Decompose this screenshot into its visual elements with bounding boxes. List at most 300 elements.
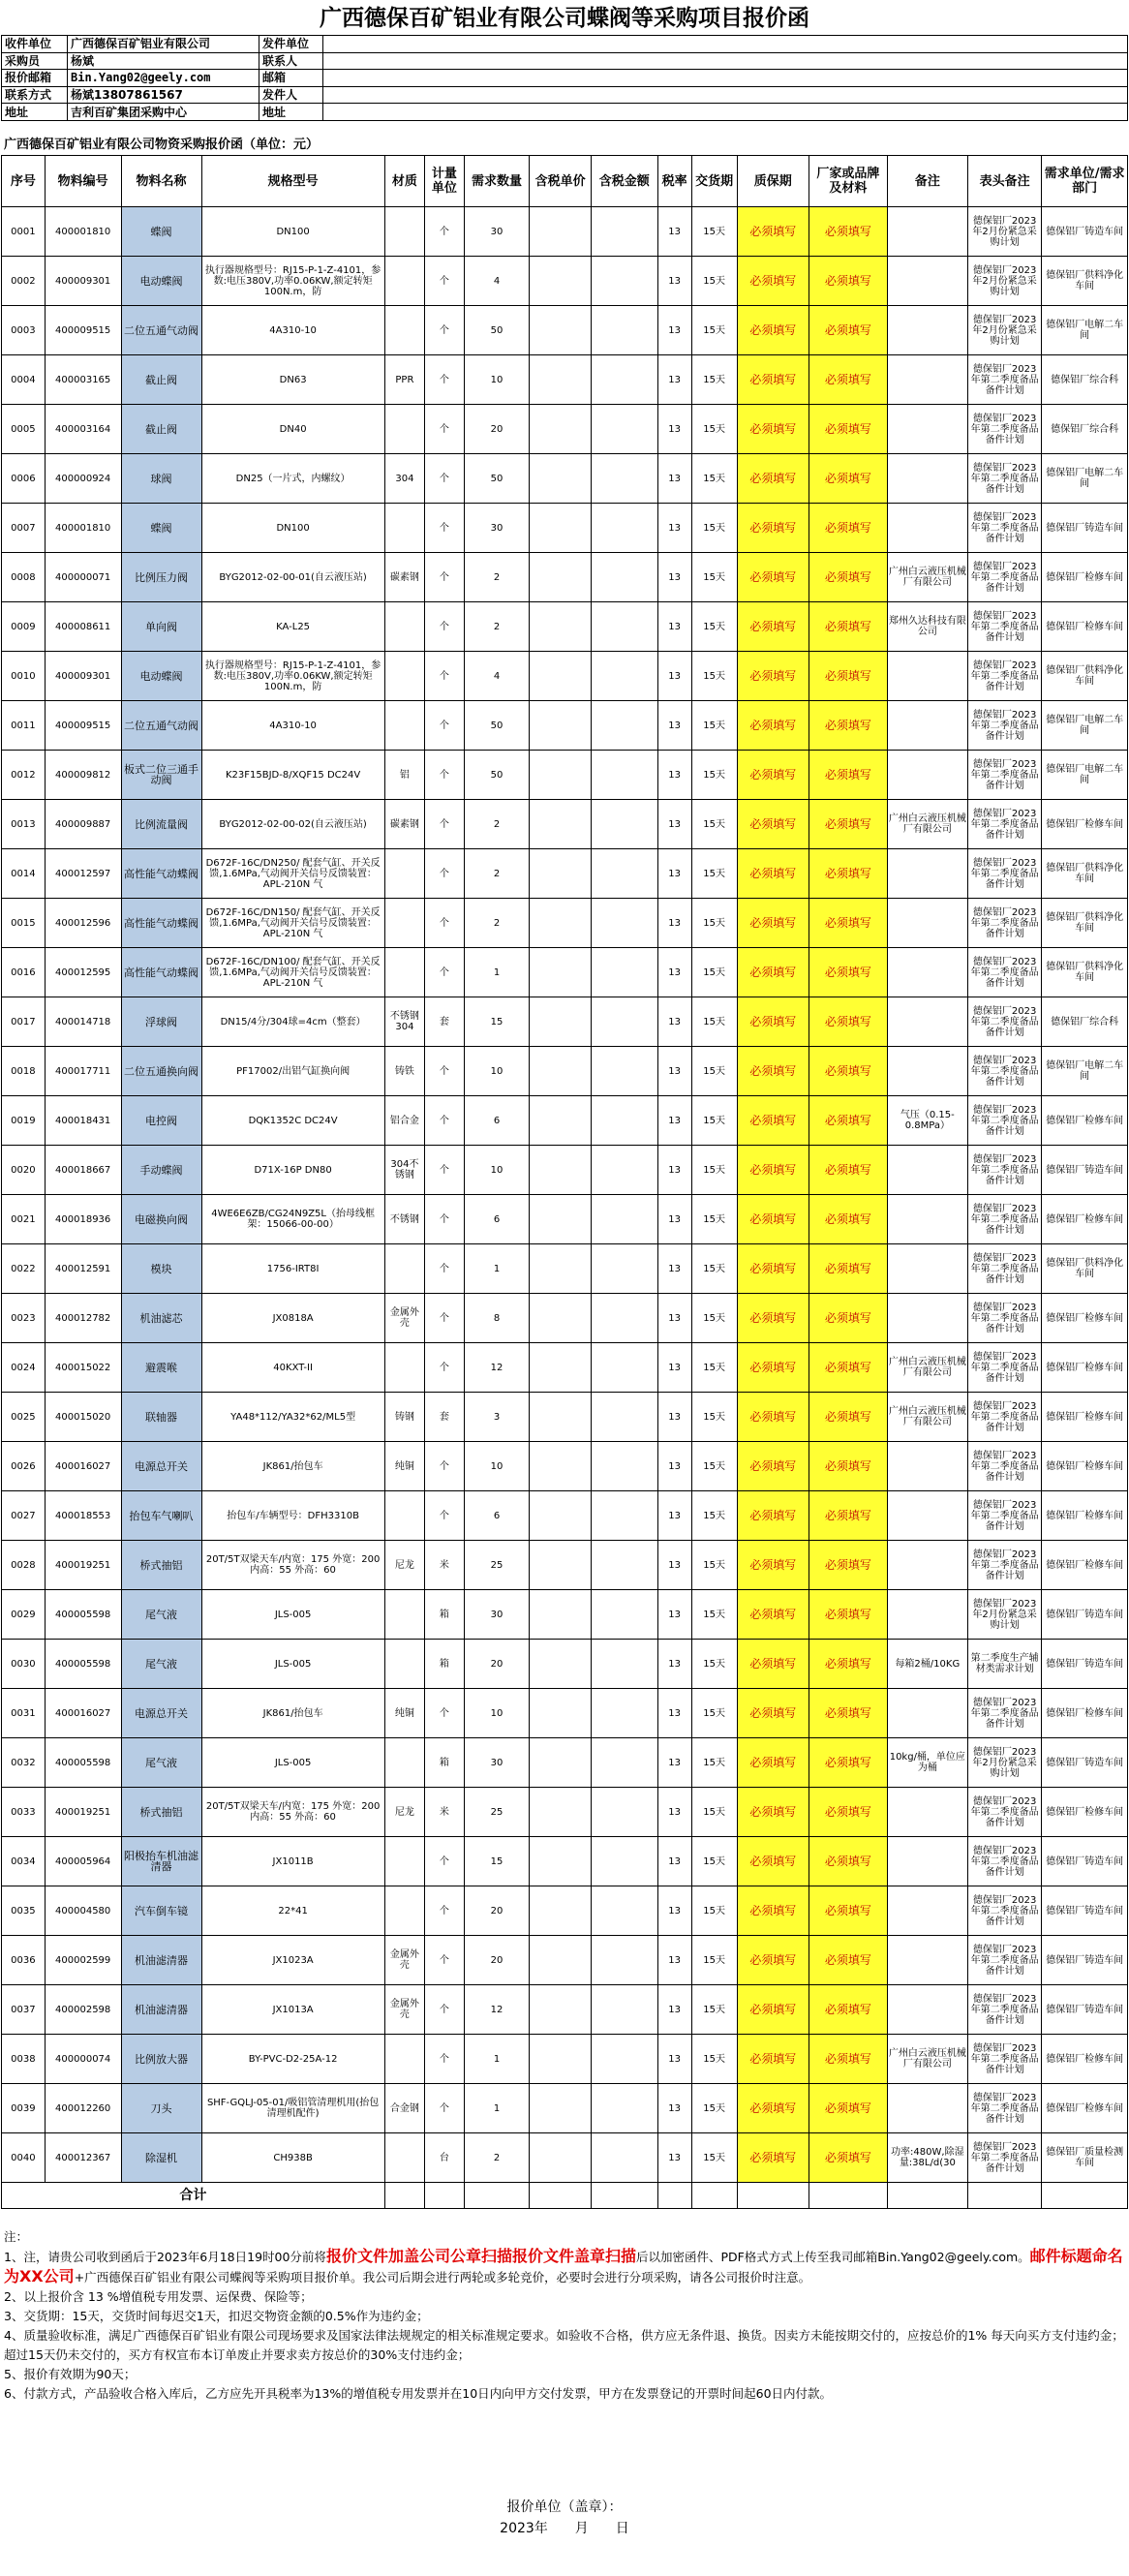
unit: 个 [425, 1689, 464, 1738]
header-remark: 德保铝厂2023年第二季度备品备件计划 [967, 899, 1042, 948]
brand-input[interactable]: 必须填写 [809, 553, 887, 602]
unit-price-input[interactable] [530, 207, 591, 257]
brand-input[interactable]: 必须填写 [809, 1541, 887, 1590]
warranty-input[interactable]: 必须填写 [737, 602, 809, 652]
unit-price-input[interactable] [530, 1541, 591, 1590]
brand-input[interactable]: 必须填写 [809, 1738, 887, 1788]
column-header: 表头备注 [967, 156, 1042, 207]
warranty-input[interactable]: 必须填写 [737, 948, 809, 997]
unit: 个 [425, 899, 464, 948]
tax-rate: 13 [657, 652, 691, 701]
header-remark: 德保铝厂2023年2月份紧急采购计划 [967, 1738, 1042, 1788]
tax-rate: 13 [657, 1096, 691, 1146]
unit: 个 [425, 701, 464, 751]
material-name: 电源总开关 [121, 1689, 201, 1738]
amount-input[interactable] [591, 1343, 657, 1393]
brand-input[interactable]: 必须填写 [809, 849, 887, 899]
material-name: 高性能气动蝶阀 [121, 948, 201, 997]
quantity: 50 [464, 751, 530, 800]
lead-time: 15天 [691, 1442, 737, 1491]
lead-time: 15天 [691, 1837, 737, 1886]
amount-input[interactable] [591, 948, 657, 997]
brand-input[interactable]: 必须填写 [809, 1886, 887, 1936]
material [384, 948, 425, 997]
amount-input[interactable] [591, 1738, 657, 1788]
spec-model: 执行器规格型号：RJ15-P-1-Z-4101，参数:电压380V,功率0.06KW,额定转矩100N.m，防 [201, 652, 384, 701]
department: 德保铝厂供料净化车间 [1042, 899, 1128, 948]
lead-time: 15天 [691, 1936, 737, 1985]
header-value: 杨斌13807861567 [68, 86, 259, 104]
lead-time: 15天 [691, 948, 737, 997]
unit-price-input[interactable] [530, 849, 591, 899]
header-label: 联系人 [259, 52, 323, 70]
department: 德保铝厂检修车间 [1042, 553, 1128, 602]
quantity: 15 [464, 1837, 530, 1886]
warranty-input[interactable]: 必须填写 [737, 1047, 809, 1096]
remark [887, 405, 967, 454]
unit: 个 [425, 1837, 464, 1886]
amount-input[interactable] [591, 1788, 657, 1837]
warranty-input[interactable]: 必须填写 [737, 1788, 809, 1837]
tax-rate: 13 [657, 1788, 691, 1837]
lead-time: 15天 [691, 1195, 737, 1244]
unit-price-input[interactable] [530, 701, 591, 751]
unit-price-input[interactable] [530, 948, 591, 997]
brand-input[interactable]: 必须填写 [809, 1837, 887, 1886]
header-remark: 德保铝厂2023年第二季度备品备件计划 [967, 2084, 1042, 2133]
amount-input[interactable] [591, 1047, 657, 1096]
spec-model: 执行器规格型号：RJ15-P-1-Z-4101，参数:电压380V,功率0.06KW,额定转矩100N.m，防 [201, 257, 384, 306]
tax-rate: 13 [657, 849, 691, 899]
brand-input[interactable]: 必须填写 [809, 1294, 887, 1343]
brand-input[interactable]: 必须填写 [809, 1640, 887, 1689]
unit-price-input[interactable] [530, 1442, 591, 1491]
spec-model: 20T/5T双梁天车/内宽：175 外宽：200 内高：55 外高：60 [201, 1541, 384, 1590]
header-remark: 德保铝厂2023年2月份紧急采购计划 [967, 207, 1042, 257]
table-row [2, 207, 1128, 257]
unit-price-input[interactable] [530, 1294, 591, 1343]
row-number: 0002 [2, 257, 46, 306]
amount-input[interactable] [591, 2133, 657, 2183]
material-name: 高性能气动蝶阀 [121, 899, 201, 948]
warranty-input[interactable]: 必须填写 [737, 1343, 809, 1393]
department: 德保铝厂检修车间 [1042, 1442, 1128, 1491]
amount-input[interactable] [591, 1491, 657, 1541]
unit: 个 [425, 1047, 464, 1096]
warranty-input[interactable]: 必须填写 [737, 355, 809, 405]
unit-price-input[interactable] [530, 2084, 591, 2133]
material-name: 高性能气动蝶阀 [121, 849, 201, 899]
unit-price-input[interactable] [530, 751, 591, 800]
amount-input[interactable] [591, 997, 657, 1047]
unit-price-input[interactable] [530, 355, 591, 405]
spec-model: 22*41 [201, 1886, 384, 1936]
total-amount-input[interactable] [591, 2183, 657, 2209]
spec-model: DN100 [201, 504, 384, 553]
brand-input[interactable]: 必须填写 [809, 1195, 887, 1244]
unit-price-input[interactable] [530, 1195, 591, 1244]
tax-rate: 13 [657, 454, 691, 504]
material: 铝 [384, 751, 425, 800]
remark [887, 751, 967, 800]
department: 德保铝厂铸造车间 [1042, 1590, 1128, 1640]
material-code: 400019251 [45, 1541, 121, 1590]
warranty-input[interactable]: 必须填写 [737, 1590, 809, 1640]
amount-input[interactable] [591, 405, 657, 454]
brand-input[interactable]: 必须填写 [809, 1590, 887, 1640]
amount-input[interactable] [591, 899, 657, 948]
header-remark: 德保铝厂2023年第二季度备品备件计划 [967, 1244, 1042, 1294]
material-code: 400000071 [45, 553, 121, 602]
warranty-input[interactable]: 必须填写 [737, 899, 809, 948]
amount-input[interactable] [591, 1146, 657, 1195]
header-remark: 德保铝厂2023年第二季度备品备件计划 [967, 1985, 1042, 2035]
warranty-input[interactable]: 必须填写 [737, 751, 809, 800]
amount-input[interactable] [591, 306, 657, 355]
material [384, 1640, 425, 1689]
warranty-input[interactable]: 必须填写 [737, 1689, 809, 1738]
unit-price-input[interactable] [530, 800, 591, 849]
warranty-input[interactable]: 必须填写 [737, 1738, 809, 1788]
amount-input[interactable] [591, 800, 657, 849]
brand-input[interactable]: 必须填写 [809, 257, 887, 306]
warranty-input[interactable]: 必须填写 [737, 2035, 809, 2084]
remark: 广州白云液压机械厂有限公司 [887, 1393, 967, 1442]
amount-input[interactable] [591, 1442, 657, 1491]
amount-input[interactable] [591, 2084, 657, 2133]
spec-model: D672F-16C/DN250/ 配套气缸、开关反馈,1.6MPa,气动阀开关信号反馈装置：APL-210N 气 [201, 849, 384, 899]
row-number: 0033 [2, 1788, 46, 1837]
brand-input[interactable]: 必须填写 [809, 207, 887, 257]
brand-input[interactable]: 必须填写 [809, 2084, 887, 2133]
brand-input[interactable]: 必须填写 [809, 800, 887, 849]
table-row [2, 1689, 1128, 1738]
notes-heading: 注： [4, 2229, 29, 2244]
warranty-input[interactable]: 必须填写 [737, 1837, 809, 1886]
unit-price-input[interactable] [530, 504, 591, 553]
brand-input[interactable]: 必须填写 [809, 899, 887, 948]
warranty-input[interactable]: 必须填写 [737, 800, 809, 849]
brand-input[interactable]: 必须填写 [809, 306, 887, 355]
table-row [2, 1541, 1128, 1590]
brand-input[interactable]: 必须填写 [809, 454, 887, 504]
unit-price-input[interactable] [530, 1491, 591, 1541]
header-remark: 德保铝厂2023年第二季度备品备件计划 [967, 1837, 1042, 1886]
department: 德保铝厂综合科 [1042, 355, 1128, 405]
material-code: 400005598 [45, 1640, 121, 1689]
table-row [2, 454, 1128, 504]
material-name: 抬包车气喇叭 [121, 1491, 201, 1541]
table-row [2, 1491, 1128, 1541]
brand-input[interactable]: 必须填写 [809, 997, 887, 1047]
amount-input[interactable] [591, 1837, 657, 1886]
brand-input[interactable]: 必须填写 [809, 602, 887, 652]
warranty-input[interactable]: 必须填写 [737, 1886, 809, 1936]
unit-price-input[interactable] [530, 1738, 591, 1788]
brand-input[interactable]: 必须填写 [809, 1491, 887, 1541]
warranty-input[interactable]: 必须填写 [737, 652, 809, 701]
brand-input[interactable]: 必须填写 [809, 1936, 887, 1985]
brand-input[interactable]: 必须填写 [809, 2133, 887, 2183]
department: 德保铝厂铸造车间 [1042, 1837, 1128, 1886]
remark [887, 454, 967, 504]
unit-price-input[interactable] [530, 1886, 591, 1936]
material [384, 1343, 425, 1393]
unit-price-input[interactable] [530, 1985, 591, 2035]
unit: 个 [425, 454, 464, 504]
amount-input[interactable] [591, 257, 657, 306]
unit-price-input[interactable] [530, 405, 591, 454]
unit-price-input[interactable] [530, 454, 591, 504]
warranty-input[interactable]: 必须填写 [737, 997, 809, 1047]
row-number: 0031 [2, 1689, 46, 1738]
table-row [2, 2035, 1128, 2084]
unit-price-input[interactable] [530, 553, 591, 602]
warranty-input[interactable]: 必须填写 [737, 2133, 809, 2183]
amount-input[interactable] [591, 1244, 657, 1294]
lead-time: 15天 [691, 553, 737, 602]
unit-price-input[interactable] [530, 1343, 591, 1393]
brand-input[interactable]: 必须填写 [809, 948, 887, 997]
material-name: 除湿机 [121, 2133, 201, 2183]
unit-price-input[interactable] [530, 1047, 591, 1096]
spec-model: JX0818A [201, 1294, 384, 1343]
amount-input[interactable] [591, 1096, 657, 1146]
header-remark: 第二季度生产辅材类需求计划 [967, 1640, 1042, 1689]
brand-input[interactable]: 必须填写 [809, 355, 887, 405]
unit-price-input[interactable] [530, 1788, 591, 1837]
brand-input[interactable]: 必须填写 [809, 2035, 887, 2084]
quantity: 4 [464, 652, 530, 701]
unit-price-input[interactable] [530, 1689, 591, 1738]
material-code: 400015020 [45, 1393, 121, 1442]
warranty-input[interactable]: 必须填写 [737, 2084, 809, 2133]
lead-time: 15天 [691, 1985, 737, 2035]
row-number: 0026 [2, 1442, 46, 1491]
department: 德保铝厂检修车间 [1042, 1689, 1128, 1738]
material [384, 849, 425, 899]
material-name: 汽车倒车镜 [121, 1886, 201, 1936]
spec-model: JX1023A [201, 1936, 384, 1985]
warranty-input[interactable]: 必须填写 [737, 1096, 809, 1146]
amount-input[interactable] [591, 1936, 657, 1985]
unit: 套 [425, 997, 464, 1047]
warranty-input[interactable]: 必须填写 [737, 1541, 809, 1590]
table-row [2, 1195, 1128, 1244]
material-code: 400004580 [45, 1886, 121, 1936]
remark [887, 1195, 967, 1244]
warranty-input[interactable]: 必须填写 [737, 701, 809, 751]
material: 铸铁 [384, 1047, 425, 1096]
unit-price-input[interactable] [530, 306, 591, 355]
header-value[interactable] [323, 70, 1128, 87]
department: 德保铝厂供料净化车间 [1042, 849, 1128, 899]
material [384, 207, 425, 257]
remark [887, 1985, 967, 2035]
amount-input[interactable] [591, 849, 657, 899]
unit-price-input[interactable] [530, 1936, 591, 1985]
column-header: 材质 [384, 156, 425, 207]
material-name: 二位五通气动阀 [121, 701, 201, 751]
unit-price-input[interactable] [530, 602, 591, 652]
warranty-input[interactable]: 必须填写 [737, 1640, 809, 1689]
header-remark: 德保铝厂2023年第二季度备品备件计划 [967, 454, 1042, 504]
warranty-input[interactable]: 必须填写 [737, 257, 809, 306]
tax-rate: 13 [657, 751, 691, 800]
unit-price-input[interactable] [530, 1096, 591, 1146]
lead-time: 15天 [691, 306, 737, 355]
spec-model: YA48*112/YA32*62/ML5型 [201, 1393, 384, 1442]
remark [887, 1788, 967, 1837]
warranty-input[interactable]: 必须填写 [737, 454, 809, 504]
amount-input[interactable] [591, 1640, 657, 1689]
warranty-input[interactable]: 必须填写 [737, 1294, 809, 1343]
amount-input[interactable] [591, 1985, 657, 2035]
header-value[interactable] [323, 104, 1128, 121]
brand-input[interactable]: 必须填写 [809, 1047, 887, 1096]
warranty-input[interactable]: 必须填写 [737, 849, 809, 899]
brand-input[interactable]: 必须填写 [809, 701, 887, 751]
table-row [2, 1640, 1128, 1689]
unit: 个 [425, 1294, 464, 1343]
material [384, 701, 425, 751]
column-header: 税率 [657, 156, 691, 207]
column-header: 质保期 [737, 156, 809, 207]
warranty-input[interactable]: 必须填写 [737, 306, 809, 355]
material: 金属外壳 [384, 1985, 425, 2035]
amount-input[interactable] [591, 1195, 657, 1244]
brand-input[interactable]: 必须填写 [809, 1343, 887, 1393]
row-number: 0010 [2, 652, 46, 701]
warranty-input[interactable]: 必须填写 [737, 1936, 809, 1985]
amount-input[interactable] [591, 1541, 657, 1590]
note-item-6: 6、付款方式，产品验收合格入库后，乙方应先开具税率为13%的增值税专用发票并在10日内向甲方交付发票，甲方在发票登记的开票时间起60日内付款。 [4, 2386, 833, 2401]
row-number: 0004 [2, 355, 46, 405]
amount-input[interactable] [591, 652, 657, 701]
brand-input[interactable]: 必须填写 [809, 1788, 887, 1837]
warranty-input[interactable]: 必须填写 [737, 207, 809, 257]
amount-input[interactable] [591, 207, 657, 257]
tax-rate: 13 [657, 553, 691, 602]
remark [887, 849, 967, 899]
unit: 个 [425, 257, 464, 306]
warranty-input[interactable]: 必须填写 [737, 405, 809, 454]
header-label: 邮箱 [259, 70, 323, 87]
warranty-input[interactable]: 必须填写 [737, 1393, 809, 1442]
unit-price-input[interactable] [530, 1146, 591, 1195]
brand-input[interactable]: 必须填写 [809, 1146, 887, 1195]
table-row [2, 1294, 1128, 1343]
amount-input[interactable] [591, 553, 657, 602]
remark [887, 997, 967, 1047]
amount-input[interactable] [591, 504, 657, 553]
brand-input[interactable]: 必须填写 [809, 1096, 887, 1146]
brand-input[interactable]: 必须填写 [809, 1985, 887, 2035]
amount-input[interactable] [591, 1393, 657, 1442]
material: 尼龙 [384, 1541, 425, 1590]
warranty-input[interactable]: 必须填写 [737, 1146, 809, 1195]
material: 不锈钢304 [384, 997, 425, 1047]
remark: 气压（0.15-0.8MPa） [887, 1096, 967, 1146]
header-value[interactable] [323, 52, 1128, 70]
brand-input[interactable]: 必须填写 [809, 1442, 887, 1491]
tax-rate: 13 [657, 1985, 691, 2035]
material-name: 刀头 [121, 2084, 201, 2133]
amount-input[interactable] [591, 751, 657, 800]
warranty-input[interactable]: 必须填写 [737, 1442, 809, 1491]
warranty-input[interactable]: 必须填写 [737, 1985, 809, 2035]
department: 德保铝厂铸造车间 [1042, 1738, 1128, 1788]
header-value[interactable] [323, 86, 1128, 104]
brand-input[interactable]: 必须填写 [809, 751, 887, 800]
amount-input[interactable] [591, 602, 657, 652]
unit-price-input[interactable] [530, 652, 591, 701]
brand-input[interactable]: 必须填写 [809, 1393, 887, 1442]
table-row [2, 1985, 1128, 2035]
warranty-input[interactable]: 必须填写 [737, 504, 809, 553]
amount-input[interactable] [591, 1886, 657, 1936]
lead-time: 15天 [691, 1146, 737, 1195]
warranty-input[interactable]: 必须填写 [737, 1491, 809, 1541]
lead-time: 15天 [691, 1491, 737, 1541]
warranty-input[interactable]: 必须填写 [737, 1195, 809, 1244]
unit-price-input[interactable] [530, 2133, 591, 2183]
amount-input[interactable] [591, 1689, 657, 1738]
unit-price-input[interactable] [530, 899, 591, 948]
unit-price-input[interactable] [530, 997, 591, 1047]
table-subtitle: 广西德保百矿铝业有限公司物资采购报价函（单位：元） [4, 138, 320, 152]
amount-input[interactable] [591, 701, 657, 751]
header-remark: 德保铝厂2023年第二季度备品备件计划 [967, 800, 1042, 849]
amount-input[interactable] [591, 1590, 657, 1640]
unit: 个 [425, 652, 464, 701]
unit-price-input[interactable] [530, 2035, 591, 2084]
lead-time: 15天 [691, 997, 737, 1047]
warranty-input[interactable]: 必须填写 [737, 553, 809, 602]
row-number: 0034 [2, 1837, 46, 1886]
brand-input[interactable]: 必须填写 [809, 1244, 887, 1294]
material-code: 400005598 [45, 1738, 121, 1788]
table-row [2, 257, 1128, 306]
brand-input[interactable]: 必须填写 [809, 504, 887, 553]
unit: 个 [425, 1442, 464, 1491]
unit-price-input[interactable] [530, 1590, 591, 1640]
amount-input[interactable] [591, 454, 657, 504]
amount-input[interactable] [591, 355, 657, 405]
brand-input[interactable]: 必须填写 [809, 1689, 887, 1738]
unit-price-input[interactable] [530, 1393, 591, 1442]
amount-input[interactable] [591, 2035, 657, 2084]
material-code: 400001810 [45, 504, 121, 553]
warranty-input[interactable]: 必须填写 [737, 1244, 809, 1294]
header-remark: 德保铝厂2023年2月份紧急采购计划 [967, 257, 1042, 306]
lead-time: 15天 [691, 2035, 737, 2084]
row-number: 0022 [2, 1244, 46, 1294]
header-remark: 德保铝厂2023年2月份紧急采购计划 [967, 306, 1042, 355]
brand-input[interactable]: 必须填写 [809, 652, 887, 701]
amount-input[interactable] [591, 1294, 657, 1343]
unit: 个 [425, 504, 464, 553]
brand-input[interactable]: 必须填写 [809, 405, 887, 454]
unit-price-input[interactable] [530, 257, 591, 306]
remark [887, 355, 967, 405]
material-name: 联轴器 [121, 1393, 201, 1442]
unit-price-input[interactable] [530, 1244, 591, 1294]
total-cell [657, 2183, 691, 2209]
unit-price-input[interactable] [530, 1837, 591, 1886]
header-value[interactable] [323, 36, 1128, 53]
unit-price-input[interactable] [530, 1640, 591, 1689]
